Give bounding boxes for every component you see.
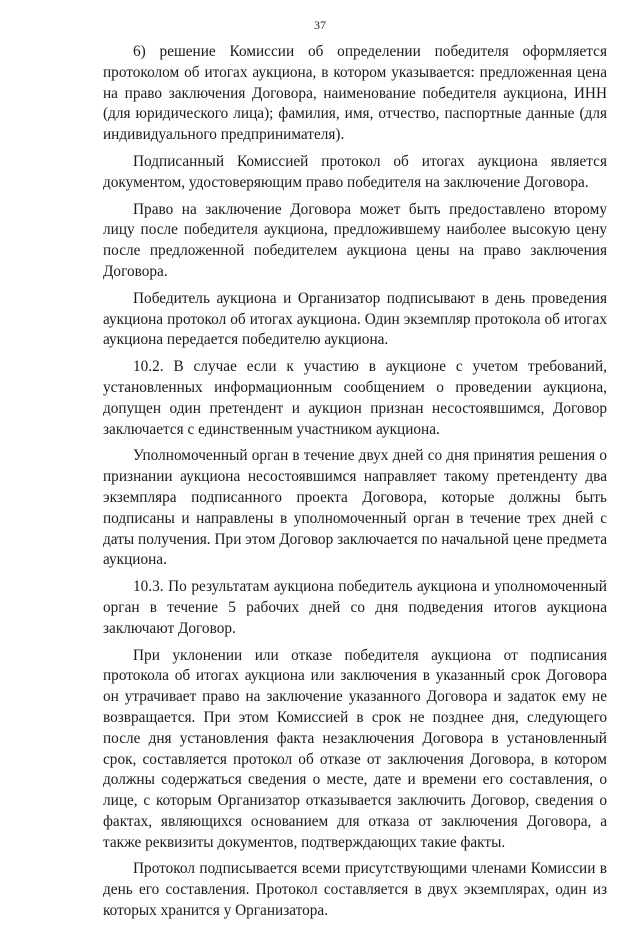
paragraph-protocol-copies: Протокол подписывается всеми присутствующими членами Комиссии в день его составления. Протокол составляется в двух экземплярах, один из которых хранится у Организатора. — [103, 860, 607, 920]
paragraph-protocol-signing: Победитель аукциона и Организатор подписывают в день проведения аукциона протокол об итогах аукциона. Один экземпляр протокола об итогах аукциона передается победителю аукциона. — [103, 289, 607, 349]
document-body — [103, 42, 607, 928]
paragraph-authorized-body-sending: Уполномоченный орган в течение двух дней со дня принятия решения о признании аукциона несостоявшимся направляет такому претенденту два экземпляра подписанного проекта Договора, которые должны быть подписаны и направлены в уполномоченный орган в течение трех дней с даты получения. При этом Договор заключается по начальной цене предмета аукциона. — [103, 447, 607, 569]
paragraph-winner-refusal: При уклонении или отказе победителя аукциона от подписания протокола об итогах аукциона или заключения в указанный срок Договора он утрачивает право на заключение указанного Договора и задаток ему не возвращается. При этом Комиссией в срок не позднее дня, следующего после дня установления факта незаключения Договора в установленный срок, составляется протокол об отказе от заключения Договора, в котором должны содержаться сведения о месте, дате и времени его составления, о лице, с которым Организатор отказывается заключить Договор, сведения о фактах, являющихся основанием для отказа от заключения Договора, а также реквизиты документов, подтверждающих такие факты. — [103, 646, 607, 851]
paragraph-section-10-3: 10.3. По результатам аукциона победитель аукциона и уполномоченный орган в течение 5 рабочих дней со дня подведения итогов аукциона заключают Договор. — [103, 578, 607, 637]
page-number: 37 — [314, 18, 326, 32]
paragraph-second-bidder-right: Право на заключение Договора может быть предоставлено второму лицу после победителя аукциона, предложившему наиболее высокую цену после предложенной победителем аукциона цены на право заключения Договора. — [103, 200, 607, 280]
paragraph-section-10-2: 10.2. В случае если к участию в аукционе с учетом требований, установленных информационным сообщением о проведении аукциона, допущен один претендент и аукцион признан несостоявшимся, Договор заключается с единственным участником аукциона. — [103, 358, 607, 438]
paragraph-winner-protocol: 6) решение Комиссии об определении победителя оформляется протоколом об итогах аукциона, в котором указывается: предложенная цена на право заключения Договора, наименование победителя аукциона, ИНН (для юридического лица); фамилия, имя, отчество, паспортные данные (для индивидуального предпринимателя). — [103, 43, 607, 144]
paragraph-signed-protocol: Подписанный Комиссией протокол об итогах аукциона является документом, удостоверяющим право победителя на заключение Договора. — [103, 152, 607, 191]
